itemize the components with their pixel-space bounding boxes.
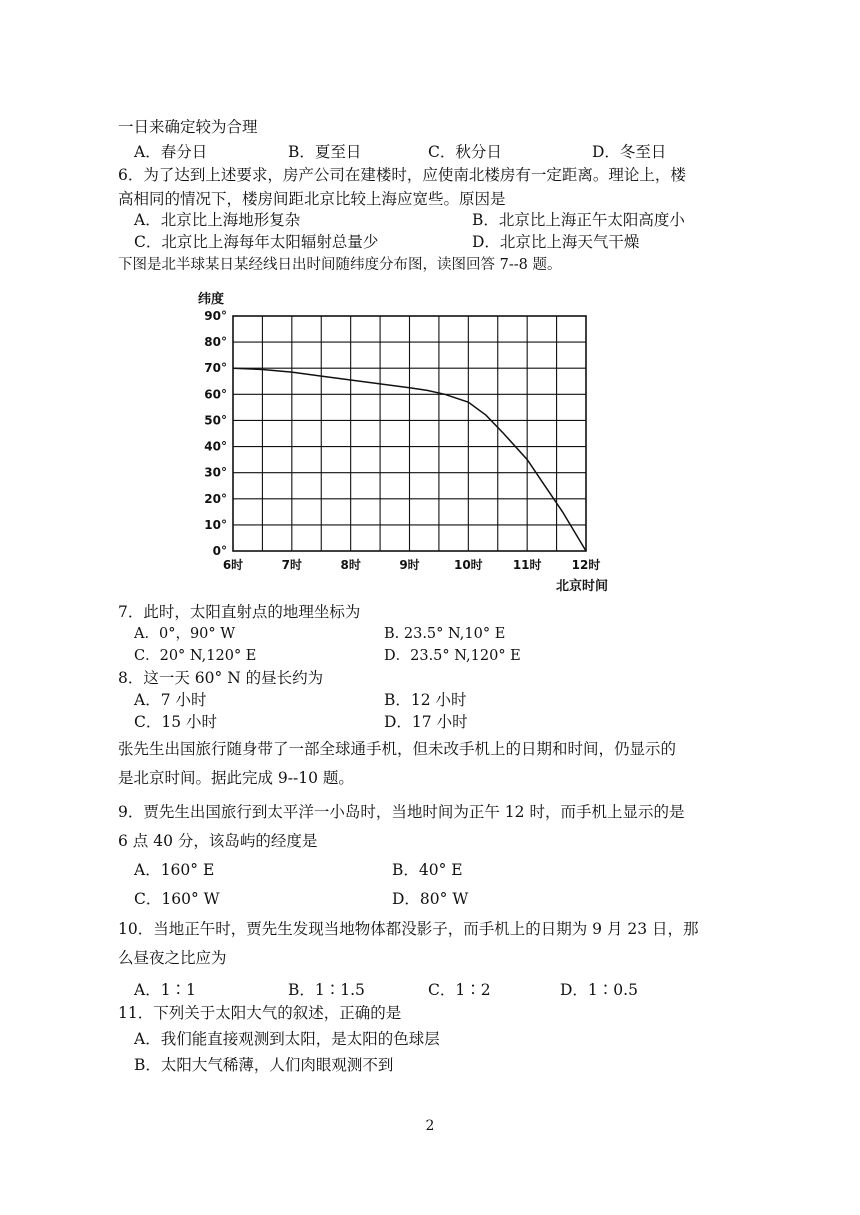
chart-grid xyxy=(233,316,586,551)
q8-option-a: A．7 小时 xyxy=(134,691,207,709)
chart-ticks xyxy=(204,309,600,572)
y-tick-label: 30° xyxy=(204,465,227,480)
q5-continuation: 一日来确定较为合理 xyxy=(118,118,258,136)
q7-option-c: C．20° N,120° E xyxy=(134,648,257,664)
q11-stem: 11．下列关于太阳大气的叙述，正确的是 xyxy=(118,1004,402,1022)
x-tick-label: 6时 xyxy=(222,558,244,572)
q8-option-c: C．15 小时 xyxy=(134,713,218,731)
q9-stem-line1: 9．贾先生出国旅行到太平洋一小岛时，当地时间为正午 12 时，而手机上显示的是 xyxy=(118,803,685,821)
x-axis-label: 北京时间 xyxy=(556,579,609,594)
q10-option-a: A．1∶1 xyxy=(134,981,196,999)
q7-stem: 7．此时，太阳直射点的地理坐标为 xyxy=(118,603,361,621)
q9-option-c: C．160° W xyxy=(134,890,220,908)
x-tick-label: 7时 xyxy=(281,558,303,572)
passage-line1: 张先生出国旅行随身带了一部全球通手机，但未改手机上的日期和时间，仍显示的 xyxy=(118,740,677,758)
q9-option-a: A．160° E xyxy=(134,861,215,879)
q10-option-b: B．1∶1.5 xyxy=(288,981,365,999)
y-tick-label: 60° xyxy=(204,387,227,402)
q7-option-a: A．0°，90° W xyxy=(134,626,236,642)
y-tick-label: 70° xyxy=(204,361,227,376)
q6-option-c: C．北京比上海每年太阳辐射总量少 xyxy=(134,233,379,251)
q9-option-b: B．40° E xyxy=(392,861,463,879)
y-tick-label: 80° xyxy=(204,335,227,350)
chart-intro: 下图是北半球某日某经线日出时间随纬度分布图，读图回答 7--8 题。 xyxy=(118,257,562,273)
q5-option-a: A．春分日 xyxy=(134,143,208,161)
y-tick-label: 90° xyxy=(204,309,227,323)
x-tick-label: 12时 xyxy=(571,558,601,572)
q10-stem-line1: 10．当地正午时，贾先生发现当地物体都没影子，而手机上的日期为 9 月 23 日，那 xyxy=(118,920,699,938)
passage-line2: 是北京时间。据此完成 9--10 题。 xyxy=(118,769,354,787)
q10-stem-line2: 么昼夜之比应为 xyxy=(118,949,227,967)
x-tick-label: 9时 xyxy=(399,558,420,572)
q9-stem-line2: 6 点 40 分，该岛屿的经度是 xyxy=(118,832,318,850)
page-number: 2 xyxy=(425,1118,435,1134)
q6-option-b: B．北京比上海正午太阳高度小 xyxy=(472,211,685,229)
x-tick-label: 11时 xyxy=(512,558,542,572)
q6-stem-line2: 高相同的情况下，楼房间距北京比较上海应宽些。原因是 xyxy=(118,190,506,208)
y-tick-label: 10° xyxy=(204,517,227,532)
q6-stem-line1: 6．为了达到上述要求，房产公司在建楼时，应使南北楼房有一定距离。理论上，楼 xyxy=(118,166,686,184)
q6-option-a: A．北京比上海地形复杂 xyxy=(134,211,301,229)
y-tick-label: 20° xyxy=(204,491,227,506)
x-tick-label: 8时 xyxy=(340,558,361,572)
y-tick-label: 0° xyxy=(212,544,227,558)
q10-option-c: C．1∶2 xyxy=(428,981,491,999)
x-tick-label: 10时 xyxy=(453,558,483,572)
q8-option-b: B．12 小时 xyxy=(384,691,467,709)
q7-option-d: D．23.5° N,120° E xyxy=(384,648,521,664)
q5-option-d: D．冬至日 xyxy=(592,143,667,161)
q8-stem: 8．这一天 60° N 的昼长约为 xyxy=(118,669,324,687)
q5-option-c: C．秋分日 xyxy=(428,143,502,161)
q6-option-d: D．北京比上海天气干燥 xyxy=(472,233,640,251)
q9-option-d: D．80° W xyxy=(392,890,469,908)
y-tick-label: 40° xyxy=(204,439,227,454)
q10-option-d: D．1∶0.5 xyxy=(560,981,638,999)
q11-option-a: A．我们能直接观测到太阳，是太阳的色球层 xyxy=(134,1030,440,1048)
q11-option-b: B．太阳大气稀薄，人们肉眼观测不到 xyxy=(134,1056,394,1074)
y-axis-label: 纬度 xyxy=(198,292,225,307)
sunrise-latitude-chart xyxy=(188,286,648,596)
q8-option-d: D．17 小时 xyxy=(384,713,468,731)
q5-option-b: B．夏至日 xyxy=(288,143,362,161)
y-tick-label: 50° xyxy=(204,413,227,428)
q7-option-b: B. 23.5° N,10° E xyxy=(384,626,506,642)
